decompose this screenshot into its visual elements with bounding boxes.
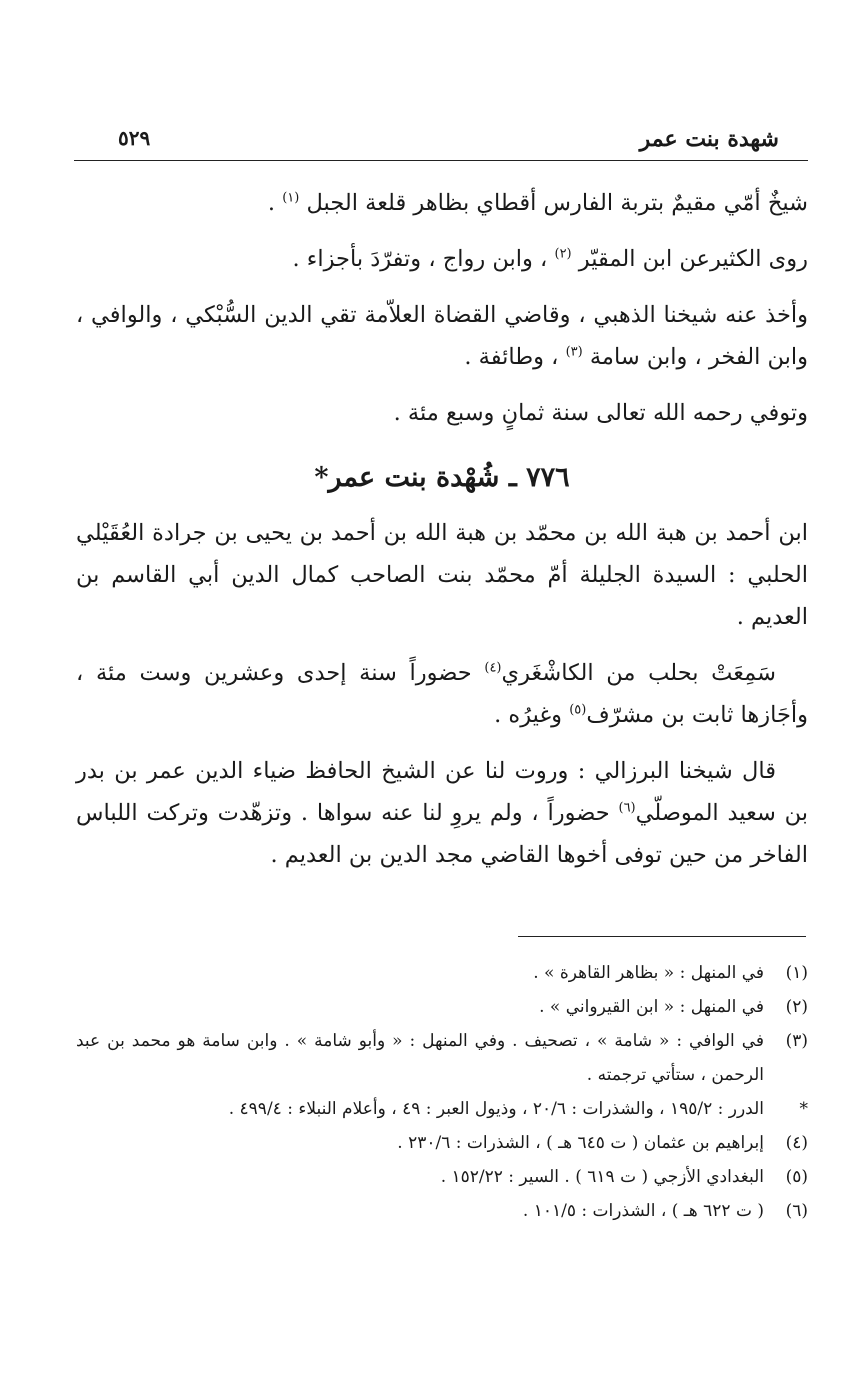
entry-title: ٧٧٦ ـ شُهْدة بنت عمر* [314, 462, 570, 493]
paragraph-6-b: حضوراً سنة إحدى وعشرين وست مئة ، وأجَازها ثابت بن مشرّف [76, 660, 808, 728]
footnote-ref-3: (٣) [565, 344, 583, 360]
paragraph-7-a: قال شيخنا البرزالي : وروت لنا عن الشيخ الحافظ ضياء الدين عمر بن بدر بن سعيد الموصلّي [76, 758, 809, 826]
footnotes [76, 956, 808, 1228]
footnote-marker: (١) [785, 963, 808, 983]
footnote-text: في المنهل : « بظاهر القاهرة » . [533, 963, 764, 983]
paragraph-7 [76, 750, 808, 876]
paragraph-6 [76, 652, 808, 736]
footnote-item [76, 1160, 808, 1194]
footnote-item [76, 956, 808, 990]
paragraph-5: ابن أحمد بن هبة الله بن محمّد بن هبة الله بن أحمد بن يحيى بن جرادة العُقَيْلي الحلبي : السيدة الجليلة أمّ محمّد بنت الصاحب كمال الدين أبي القاسم بن العديم . [76, 520, 808, 630]
footnote-text: ( ت ٦٢٢ هـ ) ، الشذرات : ١٠١/٥ . [522, 1201, 764, 1221]
footnote-text: البغدادي الأزجي ( ت ٦١٩ ) . السير : ١٥٢/٢٢ . [440, 1167, 764, 1187]
footnote-item [76, 1024, 808, 1092]
footnote-ref-1: (١) [282, 190, 300, 206]
footnote-ref-6: (٦) [618, 800, 636, 816]
footnote-marker: * [799, 1099, 808, 1119]
paragraph-3 [76, 294, 808, 378]
footnote-ref-4: (٤) [484, 660, 502, 676]
footnote-item [76, 990, 808, 1024]
paragraph-2-end: ، وابن رواج ، وتفرّدَ بأجزاء . [292, 246, 555, 272]
paragraph-6-c: وغيرُه . [494, 702, 570, 728]
paragraph-7-b: حضوراً ، ولم يروِ لنا عنه سواها . وتزهّدت وتركت اللباس الفاخر من حين توفى أخوها القاضي مجد الدين بن العديم . [76, 800, 808, 868]
running-title: شهدة بنت عمر [639, 126, 779, 152]
footnote-text: الدرر : ١٩٥/٢ ، والشذرات : ٢٠/٦ ، وذيول العبر : ٤٩ ، وأعلام النبلاء : ٤٩٩/٤ . [228, 1099, 764, 1119]
footnote-text: في المنهل : « ابن القيرواني » . [539, 997, 764, 1017]
main-text [76, 182, 808, 876]
footnote-ref-5: (٥) [569, 702, 587, 718]
footnote-marker: (٣) [785, 1031, 808, 1051]
paragraph-6-a: سَمِعَتْ بحلب من الكاشْغَري [501, 660, 776, 686]
paragraph-4: وتوفي رحمه الله تعالى سنة ثمانٍ وسبع مئة . [393, 400, 808, 426]
footnote-item [76, 1092, 808, 1126]
footnote-text: إبراهيم بن عثمان ( ت ٦٤٥ هـ ) ، الشذرات : ٢٣٠/٦ . [397, 1133, 764, 1153]
footnote-rule [518, 936, 806, 937]
paragraph-2 [76, 238, 808, 280]
header-rule [74, 160, 808, 161]
page-number: ٥٢٩ [118, 126, 151, 150]
paragraph-2-text: روى الكثيرعن ابن المقيّر [578, 246, 808, 272]
footnote-marker: (٥) [785, 1167, 808, 1187]
paragraph-3-end: ، وطائفة . [464, 344, 566, 370]
paragraph-3-text: وأخذ عنه شيخنا الذهبي ، وقاضي القضاة العلاّمة تقي الدين السُّبْكي ، والوافي ، وابن الفخر ، وابن سامة [76, 302, 808, 370]
footnote-text: في الوافي : « شامة » ، تصحيف . وفي المنهل : « وأبو شامة » . وابن سامة هو محمد بن عبد الرحمن ، ستأتي ترجمته . [76, 1031, 764, 1085]
paragraph-1-end: . [267, 190, 283, 216]
paragraph-1 [76, 182, 808, 224]
footnote-ref-2: (٢) [554, 246, 572, 262]
footnote-marker: (٢) [785, 997, 808, 1017]
footnote-marker: (٤) [785, 1133, 808, 1153]
footnote-item [76, 1194, 808, 1228]
footnote-item [76, 1126, 808, 1160]
footnote-marker: (٦) [785, 1201, 808, 1221]
paragraph-1-text: شيخٌ أمّي مقيمٌ بتربة الفارس أقطاي بظاهر قلعة الجبل [306, 190, 808, 216]
